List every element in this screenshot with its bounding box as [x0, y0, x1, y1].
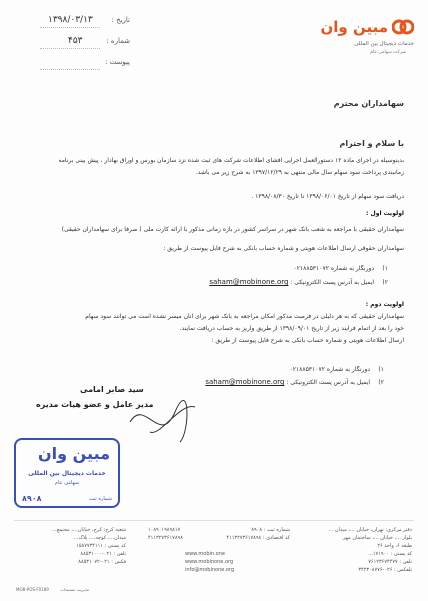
- form-code-id: MOB-POS-F0189: [16, 587, 49, 592]
- list-1-item-2: [22, 278, 388, 287]
- footer-col-reg-values: [148, 526, 188, 542]
- list-2-item-2-text: ایمیل به آدرس پست الکترونیکی :: [286, 379, 371, 386]
- form-code: [16, 587, 89, 592]
- footer-head-office-line: تلفن : ۷۶۱۲۳۶۷۴۴۷۷: [368, 559, 412, 565]
- list-2-item-1: [22, 366, 384, 374]
- email-link-2[interactable]: saham@mobinone.org: [205, 378, 285, 386]
- date-label: تاریخ :: [111, 16, 130, 24]
- stamp-line-1: خدمات دیجیتال بین المللی: [28, 470, 106, 477]
- list-1-item-2-text: ایمیل به آدرس پست الکترونیکی :: [290, 279, 375, 286]
- footer-branch-line: تلفن : ۰۲۱-۸۸۵۳۱۰۰۰: [80, 551, 126, 557]
- date-underline: [40, 27, 100, 28]
- list-1-item-1-text: دورنگار به شماره ۰۲۱۸۸۵۳۱۰۷۲: [293, 265, 375, 272]
- attachment-label: پیوست :: [105, 58, 130, 66]
- priority-1-legal: سهامداران حقوقی ارسال اطلاعات هویتی و شماره حساب بانکی به شرح فایل پیوست از طریق :: [163, 245, 404, 252]
- footer-branch-line: [16, 566, 126, 574]
- footer-head-office-line: بلوار ...، خیابان ...، ساختمان مهر: [343, 535, 412, 541]
- stamp-logo: مبین وان: [38, 444, 111, 463]
- attachment-underline: [40, 69, 100, 70]
- priority-2-line-2: خود را بعد از اتمام فرایند زیر از تاریخ ۱۳۹۸/۰۹/۰۱ از طریق واریز به حساب دریافت نمایند.: [179, 325, 404, 332]
- number-value: ۴۵۳: [68, 36, 83, 46]
- paragraph-1-line-1: بدینوسیله در اجرای ماده ۱۲ دستورالعمل اجرایی افشای اطلاعات شرکت های ثبت شده نزد سازمان بورس و اوراق بهادار ، پیش بینی برنامه: [58, 157, 404, 164]
- footer-head-office-line: دفتر مرکزی: تهران، خیابان ...، میدان ...: [328, 527, 412, 533]
- paragraph-1-line-2: زمانبندی پرداخت سود سهام سال مالی منتهی به ۱۳۹۷/۱۲/۲۹ به شرح زیر می باشد.: [195, 169, 404, 176]
- stamp-reg-label: شماره ثبت: [88, 496, 112, 502]
- stamp-number: ۸۹۰۸: [22, 494, 42, 503]
- attachment-row: [40, 58, 130, 72]
- footer-reg-value: ۱۰۸۹۰۱۹۸۹۸۱۷: [148, 527, 181, 533]
- number-underline: [40, 48, 100, 49]
- footer-website-1[interactable]: www.mobin.one: [185, 551, 225, 557]
- priority-2-line-1: سهامداران حقیقی که به هر دلیلی در فرصت مذکور امکان مراجعه به بانک شهر برای آنان میسر نشده است می توانند سود سهام: [85, 313, 404, 320]
- paragraph-2: دریافت سود سهام از تاریخ ۱۳۹۸/۰۶/۰۱ تا تاریخ ۱۳۹۸/۰۸/۳۰ .: [251, 193, 404, 200]
- date-row: [40, 16, 130, 30]
- footer-registration-line: کد اقتصادی : ۴۱۱۳۲۷۳۶۱۷۸۹۸: [226, 535, 290, 541]
- footer-registration-line: [185, 542, 290, 550]
- list-1-item-1: [22, 265, 388, 273]
- list-2-item-2: [22, 378, 384, 387]
- salutation: سهامداران محترم: [333, 100, 404, 108]
- priority-1-title: اولویت اول :: [366, 210, 404, 217]
- priority-2-title: اولویت دوم :: [365, 301, 404, 308]
- list-1-item-1-number: ۱): [382, 265, 388, 272]
- stamp-line-2: سهامی عام: [54, 480, 80, 486]
- logo-name: مبین وان: [320, 18, 388, 36]
- signer-name: سید صابر امامی: [80, 385, 144, 394]
- footer-branch-line: میدان...، کوچه...، پلاک...: [73, 535, 126, 541]
- number-label: شماره :: [106, 37, 130, 45]
- footer-website-2[interactable]: www.mobinone.org: [185, 559, 234, 565]
- logo-subtitle-2: شرکت سهامی عام: [370, 50, 406, 55]
- list-1-item-2-number: ۲): [382, 279, 388, 286]
- footer-head-office-line: کد پستی : ۱۷۱۹۰۰...: [368, 551, 412, 557]
- list-2-item-1-number: ۱): [378, 366, 384, 373]
- company-stamp: [14, 438, 120, 508]
- signer-title: مدیر عامل و عضو هیات مدیره: [36, 400, 154, 409]
- form-code-note: مدیریت مستندات: [60, 587, 90, 592]
- footer-col-branch: [16, 526, 126, 574]
- footer-col-registration: [185, 526, 290, 574]
- list-2-item-2-number: ۲): [378, 379, 384, 386]
- footer-branch-line: فکس : ۰۲۱-۸۸۵۳۱۰۷۲: [78, 559, 126, 565]
- footer-reg-value: ۴۱۱۳۲۷۳۶۱۷۸۹۸: [148, 535, 183, 541]
- footer-divider: [14, 520, 414, 521]
- greeting: با سلام و احترام: [339, 140, 404, 148]
- priority-1-text: سهامداران حقیقی با مراجعه به شعب بانک شهر در سراسر کشور در بازه زمانی مذکور با ارائه کارت ملی ( صرفا برای سهامداران حقیقی): [61, 226, 404, 233]
- number-row: [40, 37, 130, 51]
- list-2-item-1-text: دورنگار به شماره ۰۲۱۸۸۵۳۱۰۷۲: [289, 366, 371, 373]
- footer-head-office-line: تلفکس : ۰۲۶-۳۴۲۳۰۸۷۷۶: [358, 567, 412, 573]
- priority-2-line-3: ارسال اطلاعات هویتی و شماره حساب بانکی به شرح فایل پیوست از طریق :: [211, 337, 404, 344]
- footer-branch-line: شعبه کرج: کرج، خیابان...، مجتمع...: [51, 527, 126, 533]
- email-link-1[interactable]: saham@mobinone.org: [209, 278, 289, 286]
- footer-email[interactable]: info@mobinone.org: [185, 567, 235, 573]
- footer-head-office-line: طبقه ۶، واحد ۲۶: [377, 543, 412, 549]
- footer-col-head-office: [312, 526, 412, 574]
- handwritten-signature: [120, 392, 200, 452]
- logo-subtitle: خدمات دیجیتال بین المللی: [354, 41, 414, 47]
- logo-swirl-icon: [392, 18, 414, 36]
- footer-branch-line: کد پستی : ۱۵۸۷۷۳۴۱۱۱: [76, 543, 126, 549]
- footer-registration-line: شماره ثبت : ۸۹۰۸: [251, 527, 290, 533]
- date-value: ۱۳۹۸/۰۳/۱۳: [48, 15, 93, 25]
